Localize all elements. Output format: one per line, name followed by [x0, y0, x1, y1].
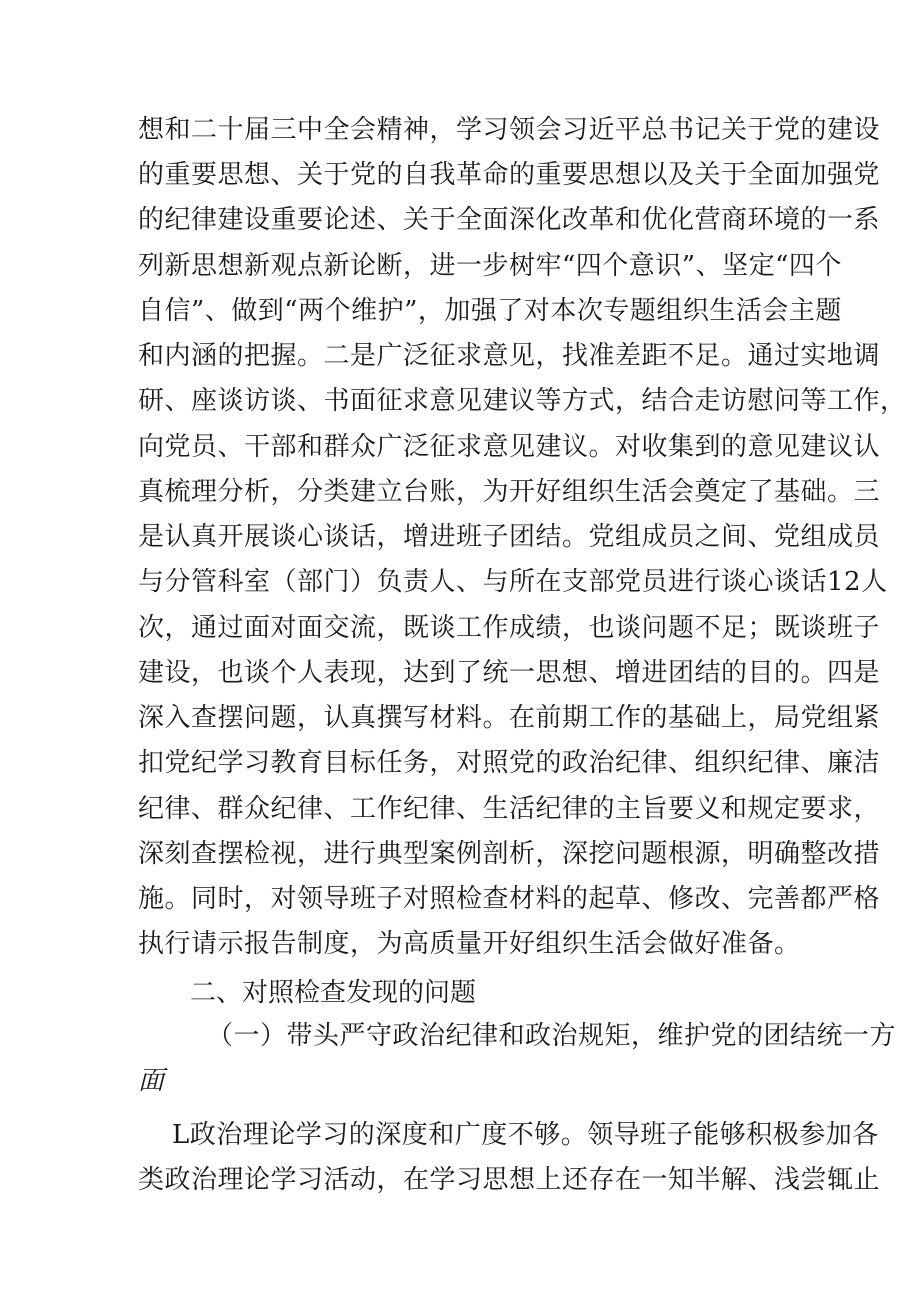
- paragraph-line: 施。同时，对领导班子对照检查材料的起草、修改、完善都严格: [138, 884, 881, 914]
- paragraph-line: 与分管科室（部门）负责人、与所在支部党员进行谈心谈话12人: [138, 567, 888, 597]
- paragraph-line: 扣党纪学习教育目标任务，对照党的政治纪律、组织纪律、廉洁: [138, 748, 881, 778]
- body-line: 类政治理论学习活动，在学习思想上还存在一知半解、浅尝辄止: [138, 1165, 881, 1195]
- paragraph-line: 纪律、群众纪律、工作纪律、生活纪律的主旨要义和规定要求，: [138, 794, 881, 824]
- paragraph-line: 列新思想新观点新论断，进一步树牢“四个意识”、坚定“四个: [138, 251, 842, 281]
- paragraph-line: 执行请示报告制度，为高质量开好组织生活会做好准备。: [138, 929, 801, 959]
- paragraph-line: 向党员、干部和群众广泛征求意见建议。对收集到的意见建议认: [138, 432, 881, 462]
- sub-heading-line: （一）带头严守政治纪律和政治规矩，维护党的团结统一方: [207, 1021, 897, 1051]
- paragraph-line: 深刻查摆检视，进行典型案例剖析，深挖问题根源，明确整改措: [138, 839, 881, 869]
- paragraph-line: 真梳理分析，分类建立台账，为开好组织生活会奠定了基础。三: [138, 477, 881, 507]
- body-line: L政治理论学习的深度和广度不够。领导班子能够积极参加各: [172, 1120, 879, 1150]
- paragraph-line: 研、座谈访谈、书面征求意见建议等方式，结合走访慰问等工作，: [138, 386, 907, 416]
- paragraph-line: 自信”、做到“两个维护”，加强了对本次专题组织生活会主题: [138, 296, 842, 326]
- paragraph-line: 深入查摆问题，认真撰写材料。在前期工作的基础上，局党组紧: [138, 703, 881, 733]
- paragraph-line: 建设，也谈个人表现，达到了统一思想、增进团结的目的。四是: [138, 658, 881, 688]
- paragraph-line: 和内涵的把握。二是广泛征求意见，找准差距不足。通过实地调: [138, 341, 881, 371]
- sub-heading-line: 面: [138, 1066, 165, 1096]
- paragraph-line: 是认真开展谈心谈话，增进班子团结。党组成员之间、党组成员: [138, 522, 881, 552]
- paragraph-line: 次，通过面对面交流，既谈工作成绩，也谈问题不足；既谈班子: [138, 613, 881, 643]
- paragraph-line: 想和二十届三中全会精神，学习领会习近平总书记关于党的建设: [138, 115, 881, 145]
- paragraph-line: 的纪律建设重要论述、关于全面深化改革和优化营商环境的一系: [138, 205, 881, 235]
- section-heading: 二、对照检查发现的问题: [190, 978, 477, 1008]
- paragraph-line: 的重要思想、关于党的自我革命的重要思想以及关于全面加强党: [138, 160, 881, 190]
